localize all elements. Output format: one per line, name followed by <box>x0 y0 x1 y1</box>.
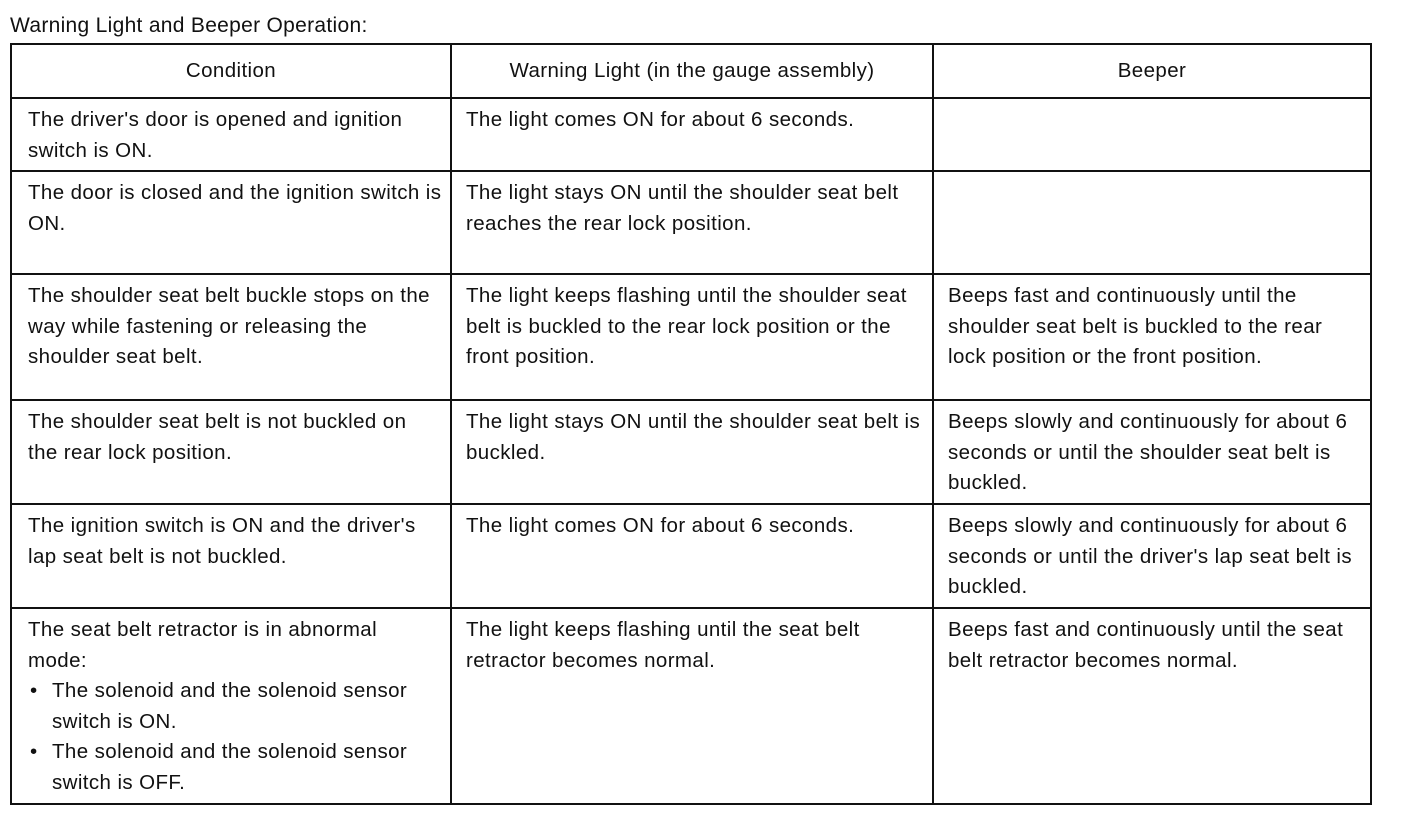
warning-light-cell: The light comes ON for about 6 seconds. <box>451 98 933 171</box>
table-row <box>11 274 1371 400</box>
condition-text: The seat belt retractor is in abnormal mode: <box>28 618 378 672</box>
header-beeper: Beeper <box>933 44 1371 98</box>
condition-cell: The shoulder seat belt is not buckled on the rear lock position. <box>11 400 451 504</box>
table-row <box>11 608 1371 804</box>
warning-light-cell: The light keeps flashing until the shoulder seat belt is buckled to the rear lock position or the front position. <box>451 274 933 400</box>
condition-bullet: • The solenoid and the solenoid sensor switch is ON. <box>28 676 442 737</box>
condition-cell: The ignition switch is ON and the driver's lap seat belt is not buckled. <box>11 504 451 608</box>
beeper-cell: Beeps slowly and continuously for about 6 seconds or until the driver's lap seat belt is buckled. <box>933 504 1371 608</box>
condition-bullet: • The solenoid and the solenoid sensor switch is OFF. <box>28 737 442 798</box>
table-header-row <box>11 44 1371 98</box>
header-warning-light: Warning Light (in the gauge assembly) <box>451 44 933 98</box>
beeper-cell: Beeps fast and continuously until the shoulder seat belt is buckled to the rear lock position or the front position. <box>933 274 1371 400</box>
warning-light-beeper-table <box>10 43 1372 805</box>
beeper-cell: Beeps slowly and continuously for about 6 seconds or until the shoulder seat belt is buckled. <box>933 400 1371 504</box>
table-row <box>11 98 1371 171</box>
warning-light-cell: The light keeps flashing until the seat belt retractor becomes normal. <box>451 608 933 804</box>
warning-light-cell: The light stays ON until the shoulder seat belt is buckled. <box>451 400 933 504</box>
table-row <box>11 400 1371 504</box>
condition-cell: The door is closed and the ignition switch is ON. <box>11 171 451 274</box>
condition-cell: The shoulder seat belt buckle stops on the way while fastening or releasing the shoulder seat belt. <box>11 274 451 400</box>
document-title: Warning Light and Beeper Operation: <box>10 14 368 37</box>
condition-bullet-list <box>28 676 442 798</box>
condition-cell <box>11 608 451 804</box>
warning-light-cell: The light comes ON for about 6 seconds. <box>451 504 933 608</box>
beeper-cell <box>933 171 1371 274</box>
table-row <box>11 504 1371 608</box>
header-condition: Condition <box>11 44 451 98</box>
beeper-cell: Beeps fast and continuously until the seat belt retractor becomes normal. <box>933 608 1371 804</box>
warning-light-cell: The light stays ON until the shoulder seat belt reaches the rear lock position. <box>451 171 933 274</box>
condition-cell: The driver's door is opened and ignition switch is ON. <box>11 98 451 171</box>
table-row <box>11 171 1371 274</box>
beeper-cell <box>933 98 1371 171</box>
